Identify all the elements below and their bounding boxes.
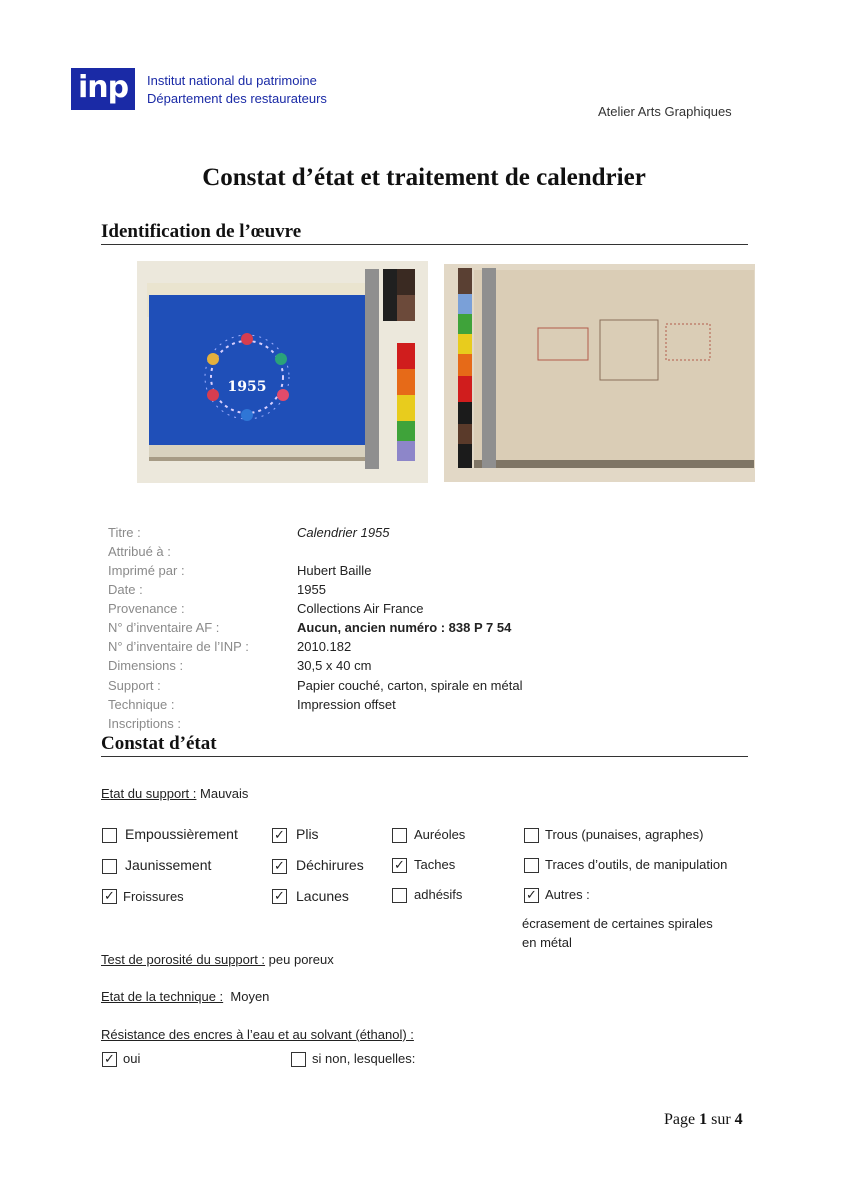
checkbox-oui[interactable]: ✓: [102, 1052, 117, 1067]
institute-line-1: Institut national du patrimoine: [147, 73, 317, 88]
page-title: Constat d’état et traitement de calendrier: [202, 164, 646, 191]
checkbox-lacunes[interactable]: ✓: [272, 889, 287, 904]
constat-heading: Constat d’état: [101, 733, 748, 757]
resistance-label: Résistance des encres à l’eau et au solvant (éthanol) :: [101, 1027, 414, 1042]
value-technique: Impression offset: [297, 697, 396, 712]
institute-name: [147, 72, 327, 108]
porosity-label: Test de porosité du support :: [101, 952, 266, 967]
technique-state: [101, 989, 269, 1004]
photo-front-svg: [137, 261, 428, 483]
label-adhesifs: adhésifs: [414, 887, 463, 902]
label-inventaire-af: N° d’inventaire AF :: [108, 620, 220, 635]
label-trous: Trous (punaises, agraphes): [545, 827, 704, 842]
label-oui: oui: [123, 1051, 141, 1066]
checkbox-si-non[interactable]: [291, 1052, 306, 1067]
checkbox-jaunissement[interactable]: [102, 859, 117, 874]
autres-note-line-1: écrasement de certaines spirales: [522, 916, 713, 931]
photo-calendar-back: [444, 264, 755, 482]
label-inventaire-inp: N° d’inventaire de l’INP :: [108, 639, 249, 654]
label-inscriptions: Inscriptions :: [108, 716, 181, 731]
label-jaunissement: Jaunissement: [125, 857, 212, 873]
photo-front-year: 1955: [227, 379, 267, 395]
label-froissures: Froissures: [123, 889, 184, 904]
checkbox-aureoles[interactable]: [392, 828, 407, 843]
value-dimensions: 30,5 x 40 cm: [297, 658, 372, 673]
value-titre: Calendrier 1955: [297, 525, 390, 540]
checkbox-dechirures[interactable]: ✓: [272, 859, 287, 874]
label-dechirures: Déchirures: [296, 857, 364, 873]
support-state: [101, 786, 248, 801]
photo-calendar-front: [137, 261, 428, 483]
of-word: sur: [707, 1111, 735, 1128]
label-imprime: Imprimé par :: [108, 563, 185, 578]
checkbox-trous[interactable]: [524, 828, 539, 843]
photo-back-svg: [444, 264, 755, 482]
label-titre: Titre :: [108, 525, 141, 540]
value-imprime: Hubert Baille: [297, 563, 372, 578]
inp-logo: inp: [71, 68, 135, 110]
checkbox-traces[interactable]: [524, 858, 539, 873]
checkbox-empoussierement[interactable]: [102, 828, 117, 843]
checkbox-taches[interactable]: ✓: [392, 858, 407, 873]
label-taches: Taches: [414, 857, 456, 872]
resistance-test: [101, 1027, 414, 1042]
value-date: 1955: [297, 582, 326, 597]
label-autres: Autres :: [545, 887, 590, 902]
autres-note: [522, 914, 713, 952]
label-attribue: Attribué à :: [108, 544, 171, 559]
page-number: [664, 1111, 743, 1129]
technique-state-label: Etat de la technique :: [101, 989, 224, 1004]
label-aureoles: Auréoles: [414, 827, 466, 842]
value-support: Papier couché, carton, spirale en métal: [297, 678, 523, 693]
page-current: 1: [699, 1111, 708, 1128]
label-si-non: si non, lesquelles:: [312, 1051, 416, 1066]
support-state-value: Mauvais: [196, 786, 249, 801]
value-inventaire-inp: 2010.182: [297, 639, 352, 654]
page-total: 4: [734, 1111, 743, 1128]
label-empoussierement: Empoussièrement: [125, 826, 238, 842]
atelier-name: Atelier Arts Graphiques: [598, 104, 732, 119]
label-plis: Plis: [296, 826, 319, 842]
autres-note-line-2: en métal: [522, 935, 572, 950]
checkbox-adhesifs[interactable]: [392, 888, 407, 903]
label-provenance: Provenance :: [108, 601, 185, 616]
checkbox-froissures[interactable]: ✓: [102, 889, 117, 904]
value-inventaire-af: Aucun, ancien numéro : 838 P 7 54: [297, 620, 512, 635]
checkbox-autres[interactable]: ✓: [524, 888, 539, 903]
label-dimensions: Dimensions :: [108, 658, 184, 673]
label-date: Date :: [108, 582, 143, 597]
porosity-test: [101, 952, 334, 967]
identification-heading: Identification de l’œuvre: [101, 221, 748, 245]
page-word: Page: [664, 1111, 700, 1128]
checkbox-plis[interactable]: ✓: [272, 828, 287, 843]
label-lacunes: Lacunes: [296, 888, 349, 904]
technique-state-value: Moyen: [223, 989, 270, 1004]
support-state-label: Etat du support :: [101, 786, 197, 801]
label-support: Support :: [108, 678, 161, 693]
label-technique: Technique :: [108, 697, 175, 712]
institute-line-2: Département des restaurateurs: [147, 91, 327, 106]
porosity-value: peu poreux: [265, 952, 334, 967]
label-traces: Traces d’outils, de manipulation: [545, 857, 728, 872]
value-provenance: Collections Air France: [297, 601, 424, 616]
